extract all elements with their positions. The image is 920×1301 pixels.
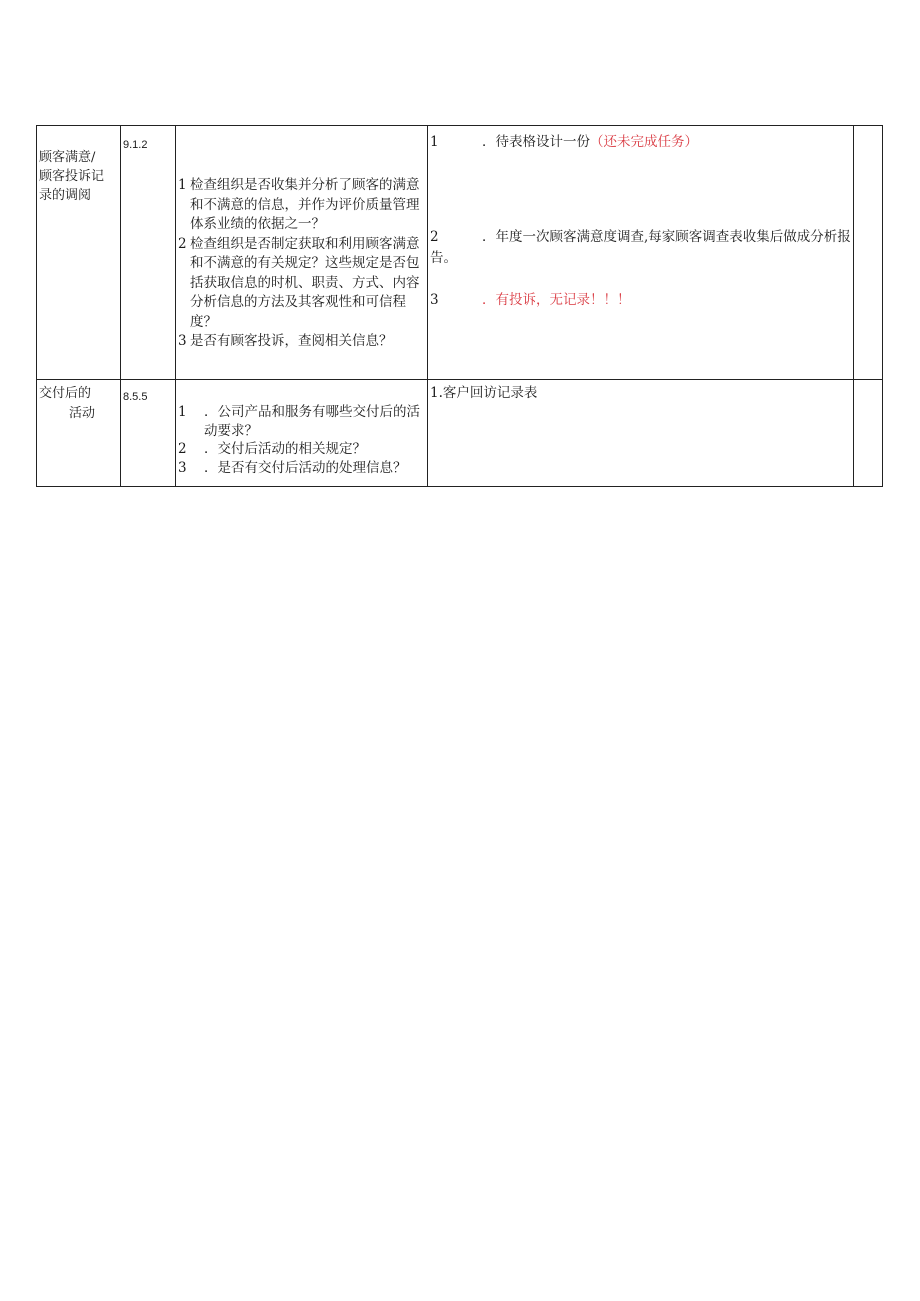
audit-area-cell <box>37 126 121 380</box>
check-item: 1 ．公司产品和服务有哪些交付后的活动要求？ <box>178 404 420 439</box>
table-row <box>37 126 883 380</box>
audit-checklist-table <box>36 125 883 487</box>
check-item: 3 ．是否有交付后活动的处理信息？ <box>178 459 407 476</box>
complaint-note: ．有投诉，无记录！！！ <box>482 292 631 308</box>
clause-number: 9.1.2 <box>123 139 148 151</box>
check-items-cell <box>176 126 428 380</box>
clause-cell <box>121 380 176 487</box>
record-line: 1 ．待表格设计一份（还未完成任务） <box>430 134 698 150</box>
clause-cell <box>121 126 176 380</box>
records-cell <box>428 126 854 380</box>
records-cell <box>428 380 854 487</box>
check-item: 2 检查组织是否制定获取和利用顾客满意和不满意的有关规定？这些规定是否包括获取信息的时机、职责、方式、内容分析信息的方法及其客观性和可信程度？ <box>178 235 420 330</box>
check-item: 3 是否有顾客投诉，查阅相关信息？ <box>178 333 393 349</box>
check-item: 1 检查组织是否收集并分析了顾客的满意和不满意的信息，并作为评价质量管理体系业绩的依据之一？ <box>178 177 420 232</box>
record-line: 1.客户回访记录表 <box>430 385 538 401</box>
table-row <box>37 380 883 487</box>
audit-area-line: 顾客投诉记 <box>39 169 105 184</box>
check-item: 2 ．交付后活动的相关规定？ <box>178 441 366 457</box>
audit-area-line: 活动 <box>69 406 96 421</box>
blank-cell <box>854 126 883 380</box>
record-line: 2 ．年度一次顾客满意度调查,每家顾客调查表收集后做成分析报告。 <box>430 229 851 266</box>
pending-note: （还未完成任务） <box>590 134 698 150</box>
audit-area-line: 交付后的 <box>39 386 92 401</box>
audit-area-line: 录的调阅 <box>39 188 92 203</box>
audit-area-line: 顾客满意/ <box>39 150 96 165</box>
audit-area-cell <box>37 380 121 487</box>
record-line: 3 ．有投诉，无记录！！！ <box>430 292 631 308</box>
clause-number: 8.5.5 <box>123 391 148 403</box>
blank-cell <box>854 380 883 487</box>
check-items-cell <box>176 380 428 487</box>
